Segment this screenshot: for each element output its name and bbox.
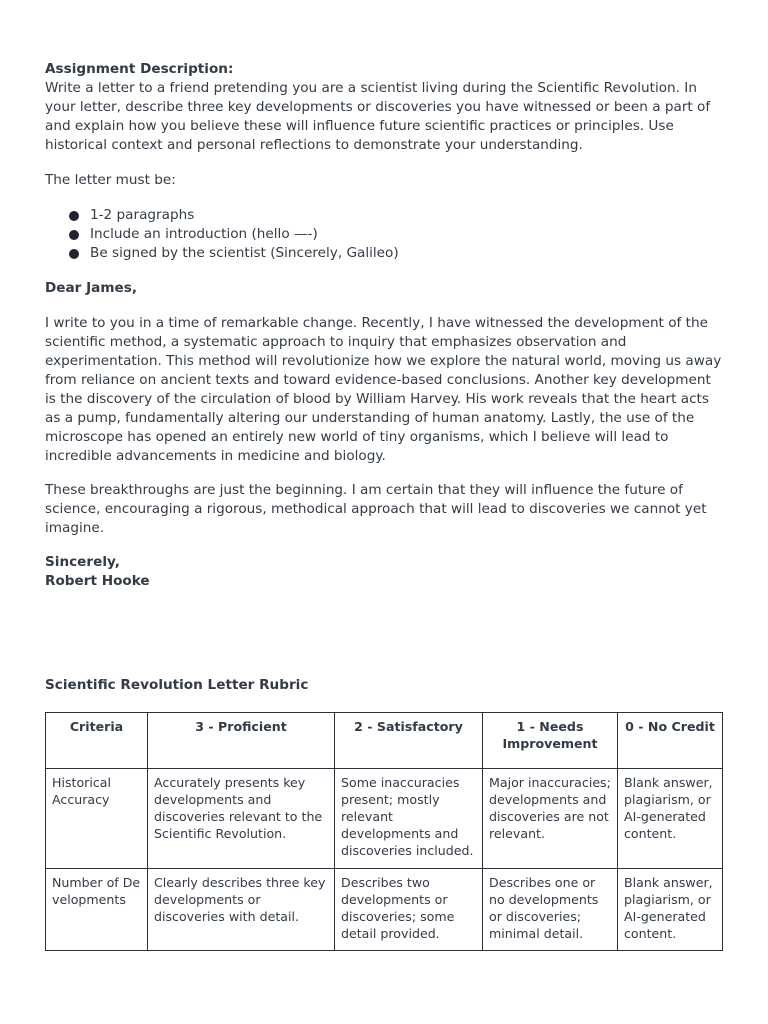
- criteria-cell: Number of Developments: [46, 869, 148, 951]
- assignment-description: Write a letter to a friend pretending you are a scientist living during the Scientific Revolution. In your letter, describe three key developments or discoveries you have witnessed or been a part of and explain how you believe these will influence future scientific practices or principles. Use historical context and personal reflections to demonstrate your understanding.: [45, 80, 711, 153]
- table-cell: Clearly describes three key developments or discoveries with detail.: [148, 869, 335, 951]
- requirement-text: Include an introduction (hello —-): [90, 226, 318, 242]
- list-item: [69, 206, 725, 225]
- bullet-icon: [69, 249, 79, 259]
- list-item: [69, 244, 725, 263]
- requirements-list: [45, 206, 725, 263]
- column-header: Criteria: [46, 713, 148, 769]
- criteria-cell: Historical Accuracy: [46, 769, 148, 869]
- rubric-table: [45, 712, 723, 951]
- letter-paragraph: These breakthroughs are just the beginning. I am certain that they will influence the future of science, encouraging a rigorous, methodical approach that will lead to discoveries we cannot yet imagine.: [45, 482, 707, 536]
- document-page: [45, 60, 725, 591]
- letter-salutation: Dear James,: [45, 280, 137, 296]
- table-header-row: [46, 713, 723, 769]
- table-cell: Blank answer, plagiarism, or AI-generated content.: [618, 769, 723, 869]
- letter-signature: Robert Hooke: [45, 573, 150, 589]
- table-row: [46, 869, 723, 951]
- letter-closing-block: [45, 553, 725, 591]
- list-item: [69, 225, 725, 244]
- requirement-text: 1-2 paragraphs: [90, 207, 195, 223]
- assignment-heading: Assignment Description:: [45, 61, 234, 77]
- column-header: 0 - No Credit: [618, 713, 723, 769]
- table-cell: Accurately presents key developments and discoveries relevant to the Scientific Revolution.: [148, 769, 335, 869]
- letter-closing: Sincerely,: [45, 554, 120, 570]
- bullet-icon: [69, 211, 79, 221]
- table-cell: Describes one or no developments or discoveries; minimal detail.: [483, 869, 618, 951]
- bullet-icon: [69, 230, 79, 240]
- table-cell: Some inaccuracies present; mostly relevant developments and discoveries included.: [335, 769, 483, 869]
- table-cell: Describes two developments or discoveries; some detail provided.: [335, 869, 483, 951]
- letter-requirements-intro: The letter must be:: [45, 172, 176, 188]
- column-header: 2 - Satisfactory: [335, 713, 483, 769]
- table-cell: Blank answer, plagiarism, or AI-generated content.: [618, 869, 723, 951]
- table-row: [46, 769, 723, 869]
- column-header: 1 - Needs Improvement: [483, 713, 618, 769]
- letter-paragraph: I write to you in a time of remarkable change. Recently, I have witnessed the development of the scientific method, a systematic approach to inquiry that emphasizes observation and experimentation. This method will revolutionize how we explore the natural world, moving us away from reliance on ancient texts and toward evidence-based conclusions. Another key development is the discovery of the circulation of blood by William Harvey. His work reveals that the heart acts as a pump, fundamentally altering our understanding of human anatomy. Lastly, the use of the microscope has opened an entirely new world of tiny organisms, which I believe will lead to incredible advancements in medicine and biology.: [45, 315, 722, 464]
- requirement-text: Be signed by the scientist (Sincerely, Galileo): [90, 245, 399, 261]
- column-header: 3 - Proficient: [148, 713, 335, 769]
- rubric-title: Scientific Revolution Letter Rubric: [45, 677, 309, 693]
- table-cell: Major inaccuracies; developments and discoveries are not relevant.: [483, 769, 618, 869]
